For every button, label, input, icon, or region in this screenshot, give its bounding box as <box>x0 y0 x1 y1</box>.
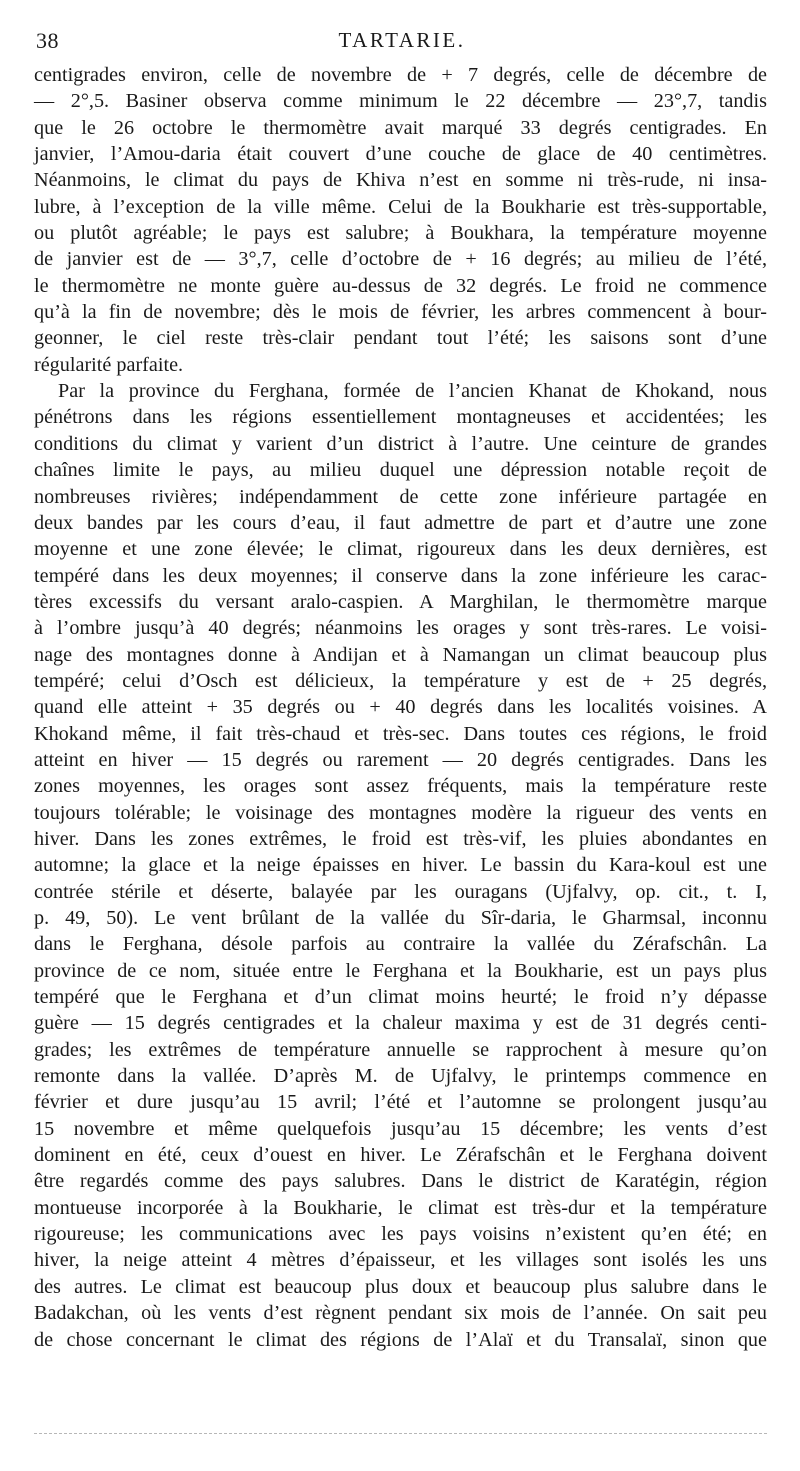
text-line: tères excessifs du versant aralo-caspien. A Marghilan, le thermomètre marque <box>34 590 767 613</box>
body-text <box>34 62 767 1353</box>
text-line: rigoureuse; les communications avec les pays voisins n’existent qu’en été; en <box>34 1223 767 1246</box>
text-line: tempéré; celui d’Osch est délicieux, la température y est de + 25 degrés, <box>34 669 767 692</box>
text-line: zones moyennes, les orages sont assez fréquents, mais la température reste <box>34 775 767 798</box>
text-line: Néanmoins, le climat du pays de Khiva n’est en somme ni très-rude, ni insa- <box>34 169 767 192</box>
text-line: p. 49, 50). Le vent brûlant de la vallée du Sîr-daria, le Gharmsal, inconnu <box>34 907 767 929</box>
text-line: nage des montagnes donne à Andijan et à Namangan un climat beaucoup plus <box>34 643 767 666</box>
text-line: toujours tolérable; le voisinage des montagnes modère la rigueur des vents en <box>34 801 767 824</box>
text-line: dominent en été, ceux d’ouest en hiver. Le Zérafschân et le Ferghana doivent <box>34 1144 767 1167</box>
text-line: pénétrons dans les régions essentiellement montagneuses et accidentées; les <box>34 406 767 429</box>
text-line: hiver, la neige atteint 4 mètres d’épaisseur, et les villages sont isolés les uns <box>34 1249 767 1272</box>
running-title: TARTARIE. <box>338 28 466 52</box>
text-line: lubre, à l’exception de la ville même. Celui de la Boukharie est très-supportable, <box>34 195 767 218</box>
text-line: conditions du climat y varient d’un district à l’autre. Une ceinture de grandes <box>34 432 767 455</box>
text-line: province de ce nom, située entre le Ferghana et la Boukharie, est un pays plus <box>34 959 767 982</box>
text-line: nombreuses rivières; indépendamment de cette zone inférieure partagée en <box>34 485 767 508</box>
text-line: ou plutôt agréable; le pays est salubre; à Boukhara, la température moyenne <box>34 222 767 245</box>
text-line: contrée stérile et déserte, balayée par les ouragans (Ujfalvy, op. cit., t. I, <box>34 880 767 903</box>
text-line: être regardés comme des pays salubres. Dans le district de Karatégin, région <box>34 1170 767 1193</box>
text-line: régularité parfaite. <box>34 353 184 376</box>
text-line: tempéré que le Ferghana et d’un climat moins heurté; le froid n’y dépasse <box>34 986 767 1009</box>
text-line: le thermomètre ne monte guère au-dessus de 32 degrés. Le froid ne commence <box>34 274 767 297</box>
text-line: tempéré dans les deux moyennes; il conserve dans la zone inférieure les carac- <box>34 564 767 587</box>
text-line: hiver. Dans les zones extrêmes, le froid est très-vif, les pluies abondantes en <box>34 827 767 850</box>
text-line: Khokand même, il fait très-chaud et très-sec. Dans toutes ces régions, le froid <box>34 722 767 745</box>
text-line: chaînes limite le pays, au milieu duquel une dépression notable reçoit de <box>34 459 767 482</box>
text-line: geonner, le ciel reste très-clair pendant tout l’été; les saisons sont d’une <box>34 327 767 350</box>
text-line: février et dure jusqu’au 15 avril; l’été et l’automne se prolongent jusqu’au <box>34 1091 767 1114</box>
text-line: remonte dans la vallée. D’après M. de Ujfalvy, le printemps commence en <box>34 1065 767 1088</box>
text-line: centigrades environ, celle de novembre de + 7 degrés, celle de décembre de <box>34 64 767 86</box>
text-line: de janvier est de — 3°,7, celle d’octobre de + 16 degrés; au milieu de l’été, <box>34 248 767 271</box>
footer-dashed-rule <box>34 1433 767 1434</box>
text-line: moyenne et une zone élevée; le climat, rigoureux dans les deux dernières, est <box>34 538 767 561</box>
text-line: guère — 15 degrés centigrades et la chaleur maxima y est de 31 degrés centi- <box>34 1012 767 1035</box>
text-line: atteint en hiver — 15 degrés ou rarement — 20 degrés centigrades. Dans les <box>34 748 767 771</box>
text-line: deux bandes par les cours d’eau, il faut admettre de part et d’autre une zone <box>34 511 767 534</box>
page-number: 38 <box>36 28 59 53</box>
text-line: montueuse incorporée à la Boukharie, le climat est très-dur et la température <box>34 1196 767 1219</box>
text-line: dans le Ferghana, désole parfois au contraire la vallée du Zérafschân. La <box>34 933 767 956</box>
text-line: grades; les extrêmes de température annuelle se rapprochent à mesure qu’on <box>34 1038 767 1061</box>
text-line: Par la province du Ferghana, formée de l’ancien Khanat de Khokand, nous <box>58 380 767 403</box>
text-line: quand elle atteint + 35 degrés ou + 40 degrés dans les localités voisines. A <box>34 696 767 719</box>
text-line: à l’ombre jusqu’à 40 degrés; néanmoins les orages y sont très-rares. Le voisi- <box>34 617 767 640</box>
text-line: Badakchan, où les vents d’est règnent pendant six mois de l’année. On sait peu <box>34 1302 767 1325</box>
text-line: janvier, l’Amou-daria était couvert d’une couche de glace de 40 centimètres. <box>34 143 767 166</box>
text-line: que le 26 octobre le thermomètre avait marqué 33 degrés centigrades. En <box>34 116 767 139</box>
text-line: de chose concernant le climat des régions de l’Alaï et du Transalaï, sinon que <box>34 1328 767 1351</box>
text-line: automne; la glace et la neige épaisses en hiver. Le bassin du Kara-koul est une <box>34 854 767 877</box>
page-header <box>36 28 768 58</box>
text-line: — 2°,5. Basiner observa comme minimum le 22 décembre — 23°,7, tandis <box>34 90 767 113</box>
text-line: des autres. Le climat est beaucoup plus doux et beaucoup plus salubre dans le <box>34 1275 767 1298</box>
text-line: 15 novembre et même quelquefois jusqu’au 15 décembre; les vents d’est <box>34 1117 767 1140</box>
text-line: qu’à la fin de novembre; dès le mois de février, les arbres commencent à bour- <box>34 301 767 324</box>
